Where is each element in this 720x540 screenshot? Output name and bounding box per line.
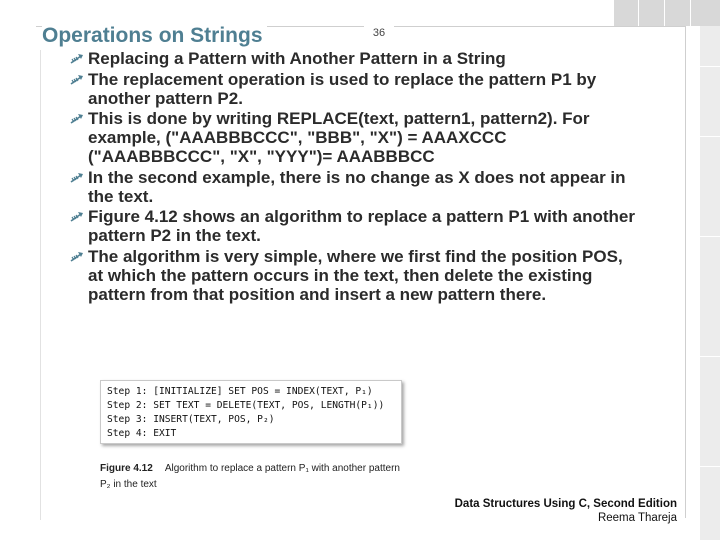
bullet-item (70, 109, 640, 166)
footer-author: Reema Thareja (597, 512, 677, 524)
feather-arrow-icon (70, 113, 85, 125)
bullet-item (70, 70, 640, 108)
feather-arrow-icon (70, 53, 85, 65)
bullet-list (70, 49, 640, 305)
bullet-text: Figure 4.12 shows an algorithm to replace a pattern P1 with another pattern P2 in the text. (88, 207, 635, 245)
algorithm-figure (96, 377, 416, 495)
feather-arrow-icon (70, 74, 85, 86)
bullet-text: The replacement operation is used to replace the pattern P1 by another pattern P2. (88, 69, 597, 108)
bullet-item (70, 247, 640, 304)
algorithm-step: Step 4: EXIT (107, 428, 177, 439)
figure-label: Figure 4.12 (100, 463, 153, 474)
slide-number: 36 (364, 20, 394, 46)
bullet-item (70, 49, 640, 68)
slide-footer (440, 497, 677, 525)
feather-arrow-icon (70, 172, 85, 184)
figure-caption (100, 461, 400, 493)
feather-arrow-icon (70, 251, 85, 263)
bullet-text: In the second example, there is no change as X does not appear in the text. (88, 167, 626, 206)
bullet-item (70, 168, 640, 206)
feather-arrow-icon (70, 211, 85, 223)
frame-left-line (40, 50, 41, 520)
bullet-text: Replacing a Pattern with Another Pattern in a String (88, 49, 506, 68)
footer-book-title: Data Structures Using C, Second Edition (454, 498, 677, 510)
algorithm-step: Step 1: [INITIALIZE] SET POS = INDEX(TEXT, P₁) (107, 386, 373, 397)
algorithm-box (100, 380, 402, 444)
slide-title: Operations on Strings (42, 24, 267, 48)
algorithm-step: Step 3: INSERT(TEXT, POS, P₂) (107, 414, 275, 425)
bullet-text: The algorithm is very simple, where we first find the position POS, at which the pattern occurs in the text, then delete the existing pattern from that position and insert a new pattern there. (88, 246, 623, 304)
right-edge-decoration (700, 26, 720, 540)
figure-caption-text: Algorithm to replace a pattern P₁ with another pattern P₂ in the text (100, 463, 400, 490)
corner-decoration (614, 0, 720, 26)
frame-right-line (685, 26, 686, 518)
bullet-text: This is done by writing REPLACE(text, pattern1, pattern2). For example, ("AAABBBCCC", "BBB", "X") = AAAXCCC ("AAABBBCCC", "X", "YYY")= AAABBBCC (88, 109, 590, 166)
algorithm-step: Step 2: SET TEXT = DELETE(TEXT, POS, LENGTH(P₁)) (107, 400, 385, 411)
bullet-item (70, 207, 640, 245)
